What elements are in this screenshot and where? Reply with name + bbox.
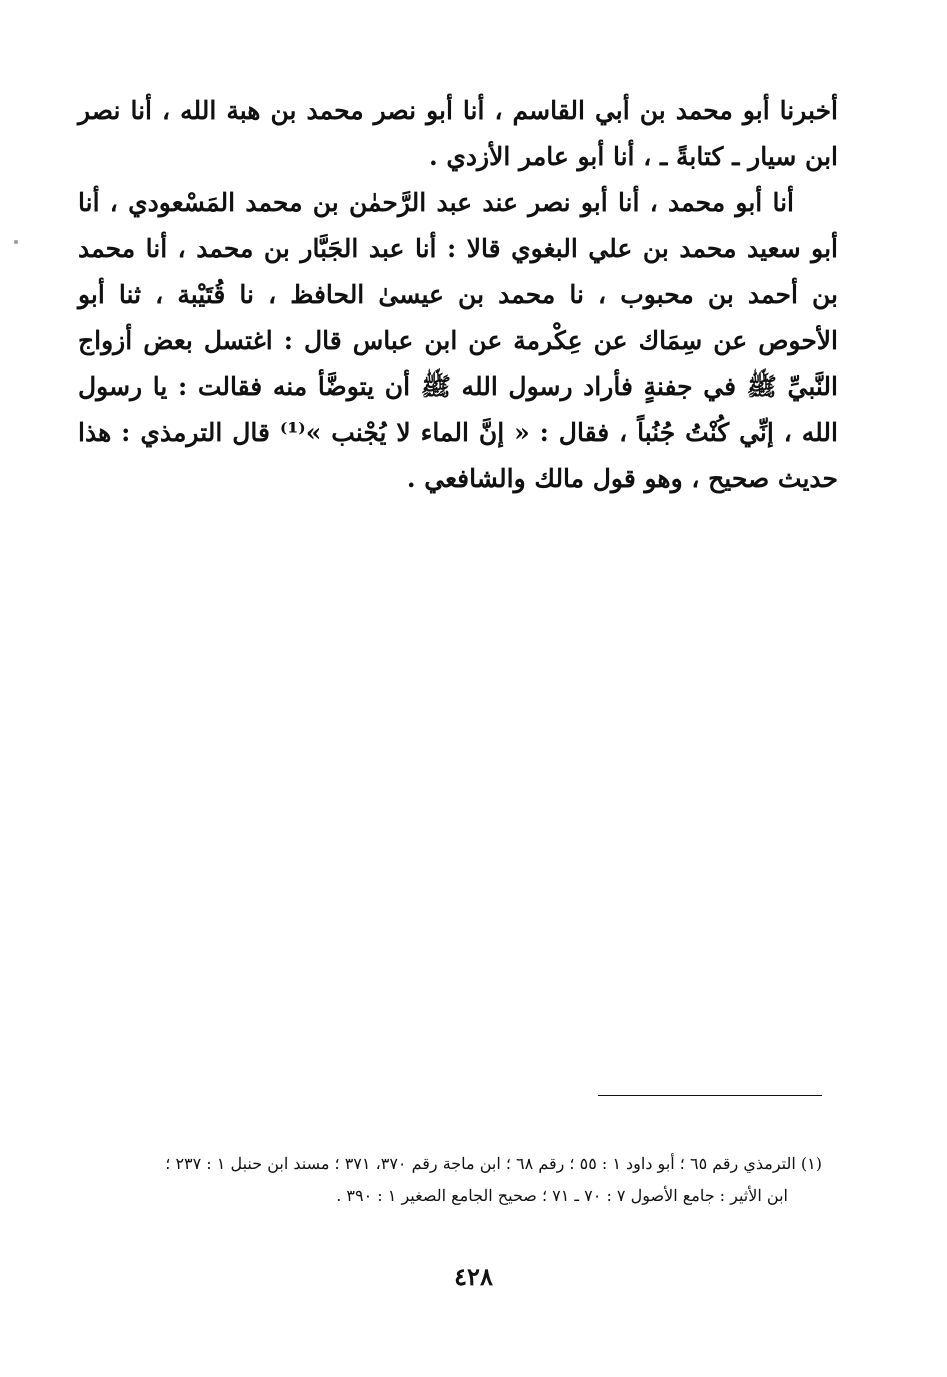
footnote-line-2: ابن الأثير : جامع الأصول ٧ : ٧٠ ـ ٧١ ؛ صحيح الجامع الصغير ١ : ٣٩٠ . [336,1186,788,1205]
footnote-separator [598,1095,822,1096]
main-text [78,88,838,502]
paragraph-hadith: أنا أبو محمد ، أنا أبو نصر عند عبد الرَّحمٰن بن محمد المَسْعودي ، أنا أبو سعيد محمد بن علي البغوي قالا : أنا عبد الجَبَّار بن محمد ، أنا محمد بن أحمد بن محبوب ، نا محمد بن عيسىٰ الحافظ ، نا قُتَيْبة ، ثنا أبو الأحوص عن سِمَاك عن عِكْرمة عن ابن عباس قال : اغتسل بعض أزواج النَّبيِّ ﷺ في جفنةٍ فأراد رسول الله ﷺ أن يتوضَّأ منه فقالت : يا رسول الله ، إنِّي كُنْتُ جُنُباً ، فقال : « إنَّ الماء لا يُجْنب »⁽¹⁾ قال الترمذي : هذا حديث صحيح ، وهو قول مالك والشافعي . [78,188,838,493]
page-number: ٤٢٨ [454,1262,493,1291]
paragraph-isnad-1: أخبرنا أبو محمد بن أبي القاسم ، أنا أبو نصر محمد بن هبة الله ، أنا نصر ابن سيار ـ كتابةً ـ ، أنا أبو عامر الأزدي . [78,96,838,171]
footnote-line-1: (١) الترمذي رقم ٦٥ ؛ أبو داود ١ : ٥٥ ؛ رقم ٦٨ ؛ ابن ماجة رقم ٣٧٠، ٣٧١ ؛ مسند ابن حنبل ١ : ٢٣٧ ؛ [165,1154,822,1173]
footnotes [150,1148,822,1212]
margin-mark [14,240,18,244]
